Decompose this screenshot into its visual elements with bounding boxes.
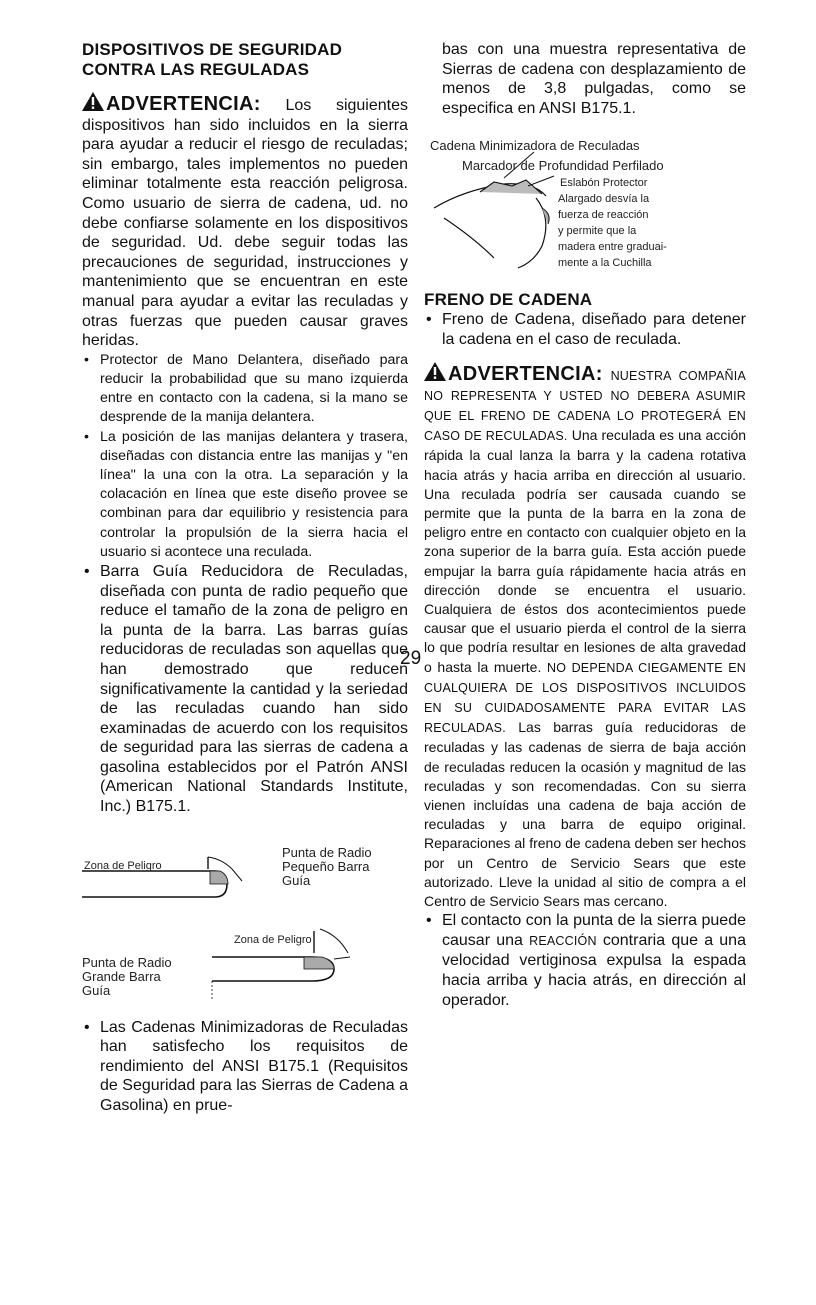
large-radius-label-3: Guía [82,982,111,998]
left-column [82,40,408,1116]
reaction-text-pre: El contacto con la punta de la sierra puede causar una [442,912,746,949]
list-item: • La posición de las manijas delantera y trasera, diseñadas con distancia entre las manijas y "en línea" la una con la otra. La separación y la colacación en línea que este diseño provee se combinan para dar equilibrio y resistencia para controlar la propulsión de la sierra hacia el usuario si acontece una reculada. [82,428,408,562]
warning-caps-1: NUESTRA COMPAÑIA NO REPRESENTA Y USTED NO DEBERA ASUMIR QUE EL FRENO DE CADENA LO PROTEGERÁ EN CASO DE RECULADAS. [424,368,746,444]
guard-link-label-2: Alargado desvía la [558,193,650,206]
depth-marker-label: Marcador de Profundidad Perfilado [462,158,664,174]
safety-devices-list [82,351,408,562]
large-radius-label-1: Punta de Radio [82,954,172,970]
warning-triangle-icon [424,362,446,381]
guard-link-label-6: mente a la Cuchilla [558,257,652,270]
section-heading-line-1: DISPOSITIVOS DE SEGURIDAD [82,40,343,59]
reaction-list [424,911,746,1010]
small-radius-label-2: Pequeño Barra [282,858,370,874]
chain-figure [424,138,746,280]
chain-brake-list [424,310,746,349]
page-number: 29 [400,648,422,669]
right-column [424,40,746,1010]
warning-paragraph [82,92,408,351]
reaction-text-post: contraria que a una velocidad vertiginosa expulsa la espada hacia arriba y hacia atrás, en dirección al operador. [442,931,746,1009]
danger-zone-label-1: Zona de Peligro [84,859,162,872]
guard-link-label-1: Eslabón Protector [560,177,648,190]
warning-text: Los siguientes dispositivos han sido incluidos en la sierra para ayudar a reducir el riesgo de reculadas; sin embargo, tales implementos no pueden eliminar totalmente esta reacción peligrosa. Como usuario de sierra de cadena, ud. no debe confiarse solamente en los dispositivos de seguridad. Ud. debe seguir todas las precauciones de seguridad, instrucciones y mantenimiento que se encuentran en este manual para ayudar a evitar las reculadas y otras fuerzas que pueden causar graves heridas. [82,97,408,350]
reaction-caps: REACCIÓN [529,933,597,948]
bar-guide-list [82,562,408,817]
warning-label: ADVERTENCIA: [448,362,603,385]
chain-brake-heading: FRENO DE CADENA [424,290,593,310]
danger-zone-label-2: Zona de Peligro [234,933,312,946]
list-item: • Las Cadenas Minimizadoras de Reculadas han satisfecho los requisitos de rendimiento del ANSI B175.1 (Requisitos de Seguridad para las Sierras de Cadena a Gasolina) en prue- [82,1018,408,1116]
section-heading-line-2: CONTRA LAS REGULADAS [82,60,310,79]
warning-text-1: Una reculada es una acción rápida la cual lanza la barra y la cadena rotativa hacia atrás y hacia arriba en dirección al usuario. Una reculada podría ser causada cuando se permite que la punta de la barra en la zona de peligro entre en contacto con cualquier objeto en la zona superior de la barra guía. Esta acción puede empujar la barra guía rápidamente hacia atrás en dirección donde se encuentra el usuario. Cualquiera de éstos dos acontecimientos puede causar que el usuario pierda el control de la sierra lo que podría resultar en lesiones de alta gravedad o hasta la muerte. [424,427,747,675]
guide-bar-figure [82,829,408,1014]
guard-link-label-3: fuerza de reacción [558,209,649,222]
guard-link-label-4: y permite que la [558,225,637,238]
chain-figure-title: Cadena Minimizadora de Reculadas [430,138,640,154]
brake-warning-paragraph [424,362,746,912]
large-radius-label-2: Grande Barra [82,968,161,984]
list-item: • Protector de Mano Delantera, diseñado para reducir la probabilidad que su mano izquierda entre en contacto con la cadena, si la mano se desprende de la manija delantera. [82,351,408,428]
small-radius-label-1: Punta de Radio [282,844,372,860]
list-item: • Freno de Cadena, diseñado para detener la cadena en el caso de reculada. [424,310,746,349]
continued-paragraph: bas con una muestra representativa de Sierras de cadena con desplazamiento de menos de 3,8 pulgadas, como se especifica en ANSI B175.1. [442,41,746,117]
list-item: • Barra Guía Reducidora de Reculadas, diseñada con punta de radio pequeño que reduce el tamaño de la zona de peligro en la punta de la barra. Las barras guías reducidoras de reculadas son aquellas que han demostrado que reducen significativamente la cantidad y la seriedad de las reculadas cuando han sido examinadas de acuerdo con los requisitos de seguridad para las sierras de cadena a gasolina establecidos por el Patrón ANSI (American National Standards Institute, Inc.) B175.1. [82,562,408,817]
warning-triangle-icon [82,92,104,111]
warning-text-2: Las barras guía reducidoras de reculadas y las cadenas de sierra de baja acción de reculadas reducen la ocasión y magnitud de las reculadas y son recomendadas. Con su sierra vienen incluídas una cadena de baja acción de reculadas y una barra de equipo original. Reparaciones al freno de cadena deben ser hechos por un Centro de Servicio Sears que este autorizado. Lleve la unidad al sitio de compra a el Centro de Servicio Sears mas cercano. [424,719,746,910]
warning-caps-2: NO DEPENDA CIEGAMENTE EN CUALQUIERA DE LOS DISPOSITIVOS INCLUIDOS EN SU CUIDADOSAMENTE PARA EVITAR LAS RECULADAS. [424,660,746,736]
list-item [424,911,746,1010]
guard-link-label-5: madera entre graduai- [558,241,667,254]
small-radius-label-3: Guía [282,872,311,888]
chain-list [82,1018,408,1116]
warning-label: ADVERTENCIA: [106,93,261,115]
